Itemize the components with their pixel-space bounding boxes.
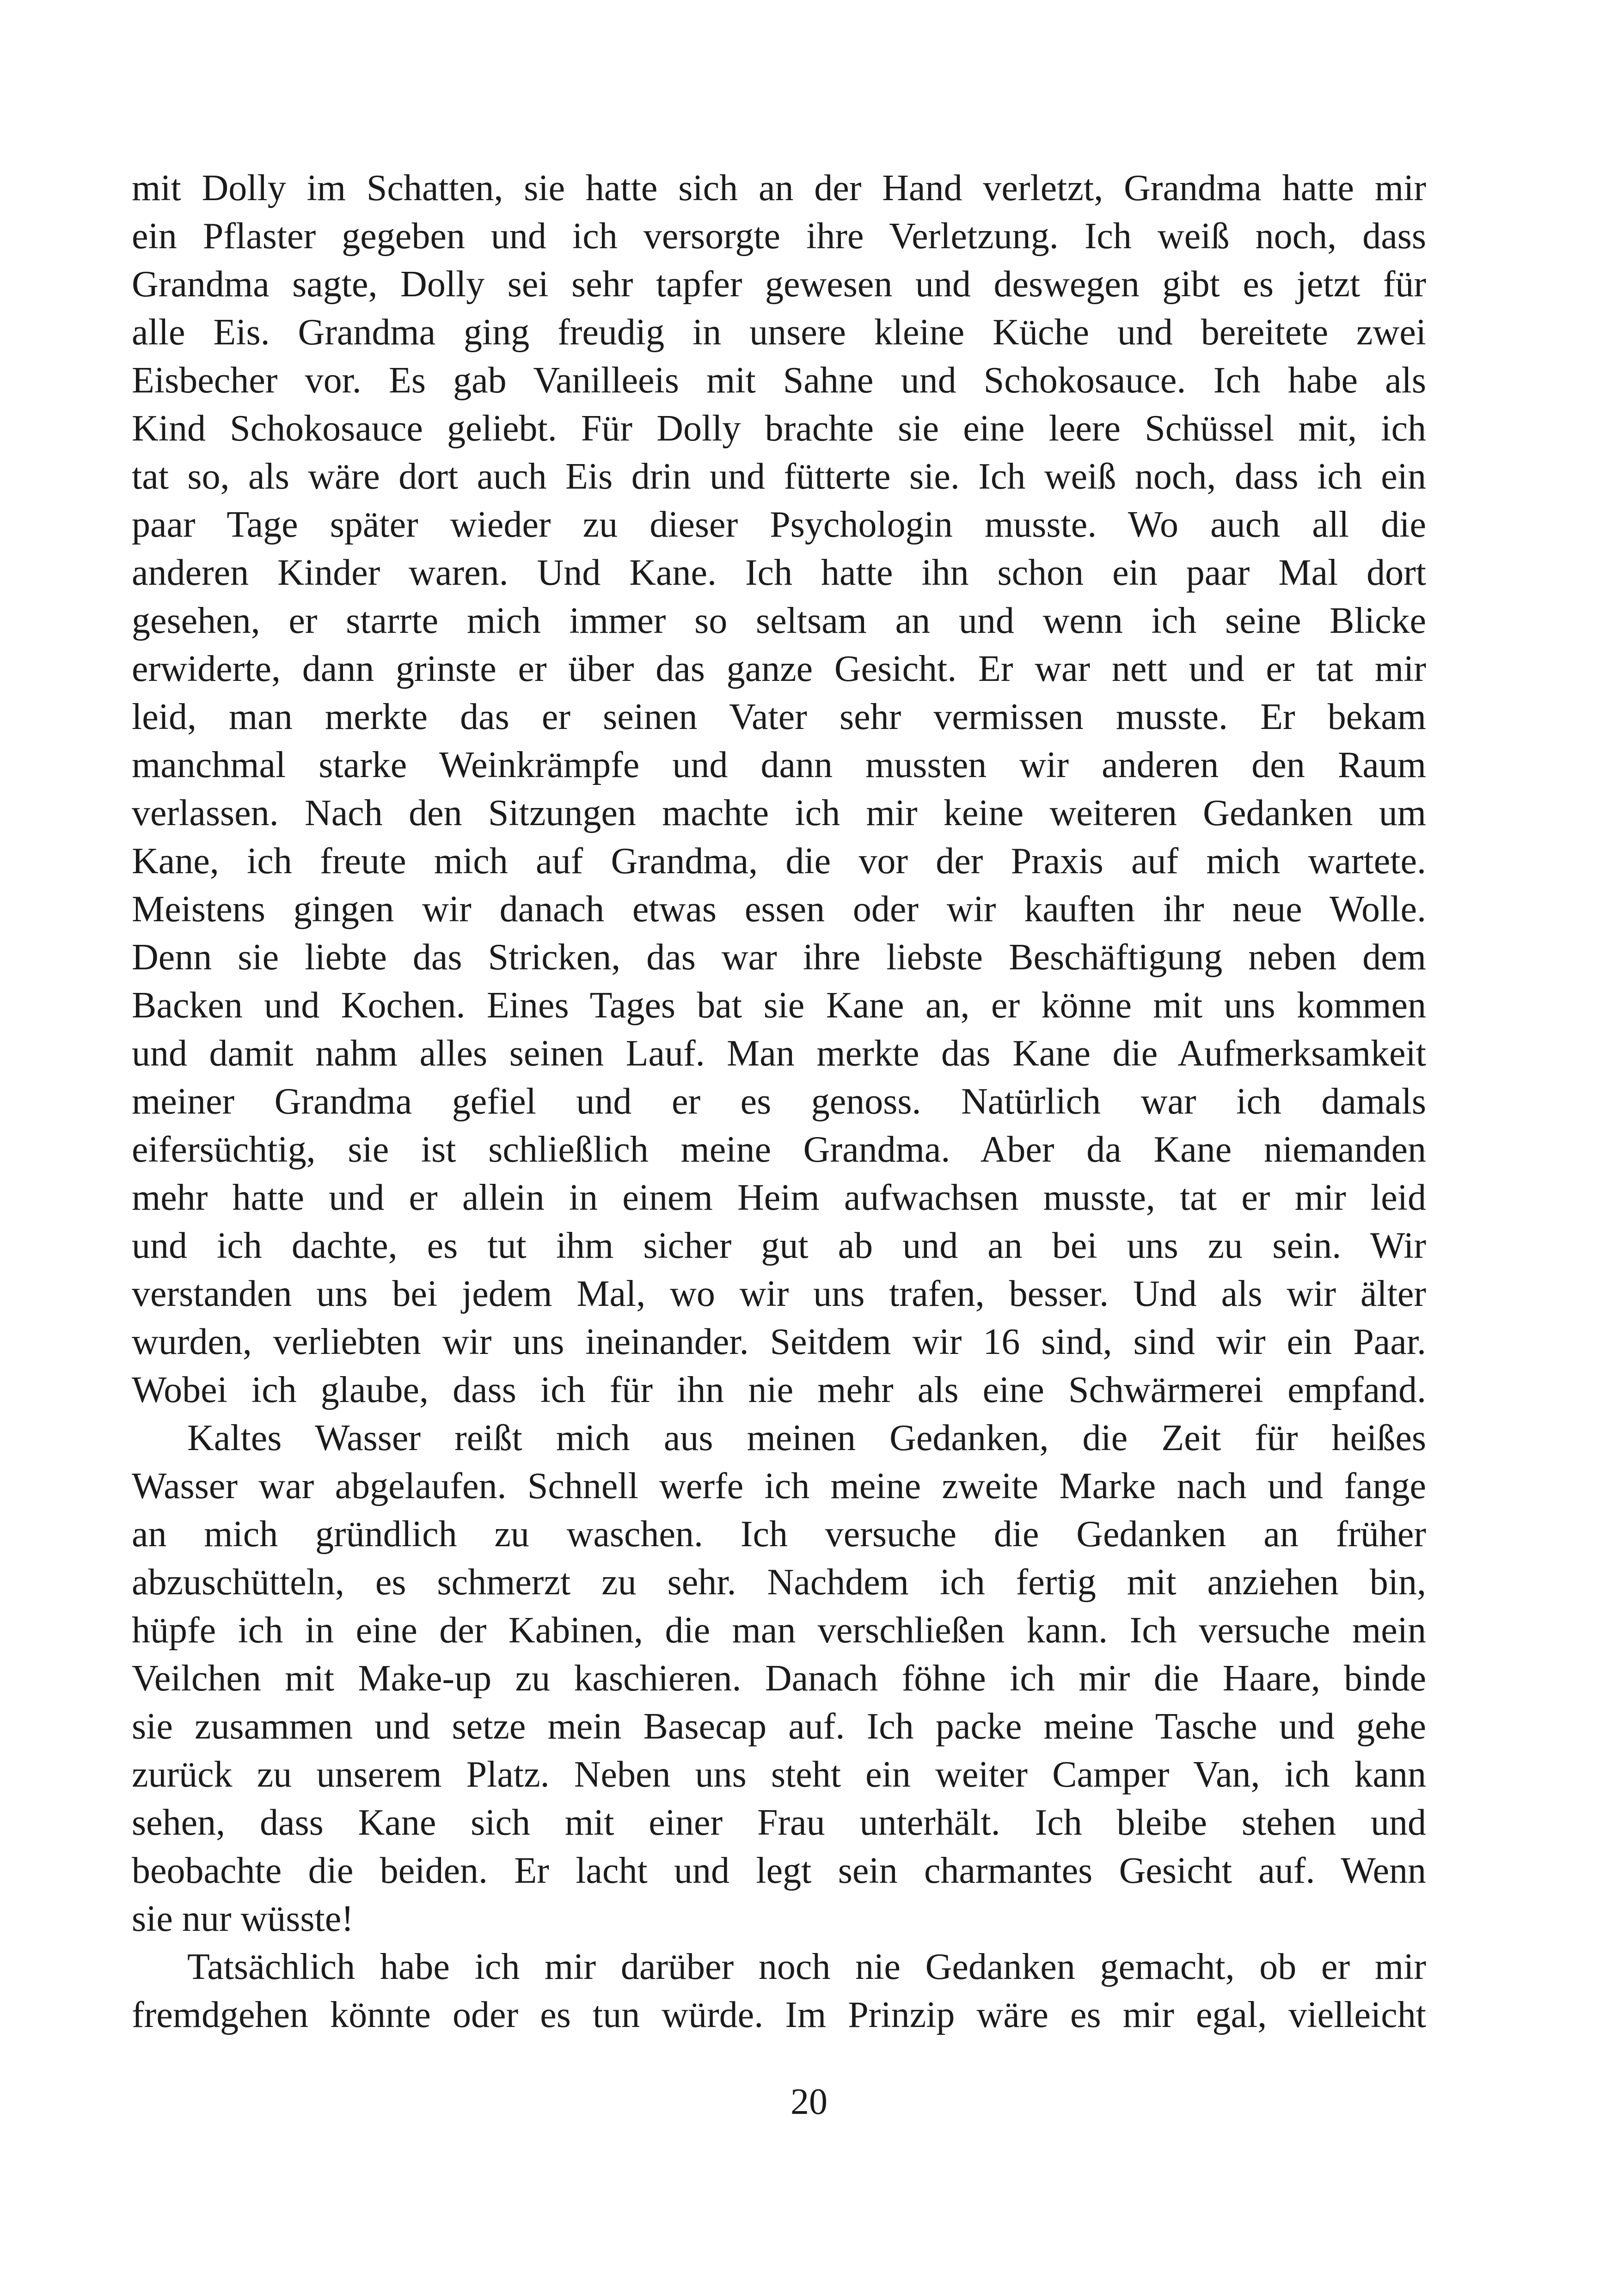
text-line: Backen und Kochen. Eines Tages bat sie Kane an, er könne mit uns kommen xyxy=(132,985,1426,1026)
text-line: Wasser war abgelaufen. Schnell werfe ich meine zweite Marke nach und fange xyxy=(132,1466,1426,1506)
text-line: leid, man merkte das er seinen Vater sehr vermissen musste. Er bekam xyxy=(132,697,1426,737)
text-line: manchmal starke Weinkrämpfe und dann mussten wir anderen den Raum xyxy=(132,745,1426,785)
text-line: sehen, dass Kane sich mit einer Frau unterhält. Ich bleibe stehen und xyxy=(132,1802,1426,1843)
paragraph-1 xyxy=(132,164,1426,1414)
body-text xyxy=(132,164,1426,2039)
text-line: gesehen, er starrte mich immer so seltsam an und wenn ich seine Blicke xyxy=(132,600,1426,641)
text-line: Eisbecher vor. Es gab Vanilleeis mit Sahne und Schokosauce. Ich habe als xyxy=(132,360,1426,401)
text-line: zurück zu unserem Platz. Neben uns steht ein weiter Camper Van, ich kann xyxy=(132,1754,1426,1795)
page-number: 20 xyxy=(791,2082,827,2122)
text-line: wurden, verliebten wir uns ineinander. Seitdem wir 16 sind, sind wir ein Paar. xyxy=(132,1322,1426,1362)
text-line: Kaltes Wasser reißt mich aus meinen Gedanken, die Zeit für heißes xyxy=(187,1418,1426,1458)
text-line: Meistens gingen wir danach etwas essen oder wir kauften ihr neue Wolle. xyxy=(132,889,1426,930)
text-line: Veilchen mit Make-up zu kaschieren. Danach föhne ich mir die Haare, binde xyxy=(132,1658,1426,1699)
text-line: und damit nahm alles seinen Lauf. Man merkte das Kane die Aufmerksamkeit xyxy=(132,1033,1426,1074)
text-line: und ich dachte, es tut ihm sicher gut ab und an bei uns zu sein. Wir xyxy=(132,1225,1426,1266)
text-line: hüpfe ich in eine der Kabinen, die man verschließen kann. Ich versuche mein xyxy=(132,1610,1426,1651)
text-line: alle Eis. Grandma ging freudig in unsere kleine Küche und bereitete zwei xyxy=(132,312,1426,353)
text-line: Kane, ich freute mich auf Grandma, die vor der Praxis auf mich wartete. xyxy=(132,841,1426,882)
text-line: eifersüchtig, sie ist schließlich meine Grandma. Aber da Kane niemanden xyxy=(132,1129,1426,1170)
text-line: an mich gründlich zu waschen. Ich versuche die Gedanken an früher xyxy=(132,1514,1426,1555)
text-line: verstanden uns bei jedem Mal, wo wir uns trafen, besser. Und als wir älter xyxy=(132,1274,1426,1314)
text-line: ein Pflaster gegeben und ich versorgte ihre Verletzung. Ich weiß noch, dass xyxy=(132,216,1426,257)
text-line: meiner Grandma gefiel und er es genoss. Natürlich war ich damals xyxy=(132,1081,1426,1122)
text-line: erwiderte, dann grinste er über das ganze Gesicht. Er war nett und er tat mir xyxy=(132,649,1426,689)
text-line: paar Tage später wieder zu dieser Psychologin musste. Wo auch all die xyxy=(132,504,1426,545)
text-line: mehr hatte und er allein in einem Heim aufwachsen musste, tat er mir leid xyxy=(132,1177,1426,1218)
text-line: sie zusammen und setze mein Basecap auf. Ich packe meine Tasche und gehe xyxy=(132,1706,1426,1747)
text-line: Wobei ich glaube, dass ich für ihn nie mehr als eine Schwärmerei empfand. xyxy=(132,1370,1426,1410)
text-line: beobachte die beiden. Er lacht und legt sein charmantes Gesicht auf. Wenn xyxy=(132,1850,1426,1891)
text-line: tat so, als wäre dort auch Eis drin und fütterte sie. Ich weiß noch, dass ich ein xyxy=(132,456,1426,497)
text-line: Grandma sagte, Dolly sei sehr tapfer gewesen und deswegen gibt es jetzt für xyxy=(132,264,1426,305)
paragraph-3 xyxy=(132,1943,1426,2039)
text-line: sie nur wüsste! xyxy=(132,1898,354,1939)
text-line: Denn sie liebte das Stricken, das war ihre liebste Beschäftigung neben dem xyxy=(132,937,1426,978)
text-line: abzuschütteln, es schmerzt zu sehr. Nachdem ich fertig mit anziehen bin, xyxy=(132,1562,1426,1603)
text-line: mit Dolly im Schatten, sie hatte sich an der Hand verletzt, Grandma hatte mir xyxy=(132,168,1426,208)
text-line: Tatsächlich habe ich mir darüber noch nie Gedanken gemacht, ob er mir xyxy=(187,1947,1426,1987)
text-line: verlassen. Nach den Sitzungen machte ich mir keine weiteren Gedanken um xyxy=(132,793,1426,833)
text-line: Kind Schokosauce geliebt. Für Dolly brachte sie eine leere Schüssel mit, ich xyxy=(132,408,1426,449)
paragraph-2 xyxy=(132,1414,1426,1943)
text-line: fremdgehen könnte oder es tun würde. Im Prinzip wäre es mir egal, vielleicht xyxy=(132,1995,1426,2035)
text-line: anderen Kinder waren. Und Kane. Ich hatte ihn schon ein paar Mal dort xyxy=(132,552,1426,593)
